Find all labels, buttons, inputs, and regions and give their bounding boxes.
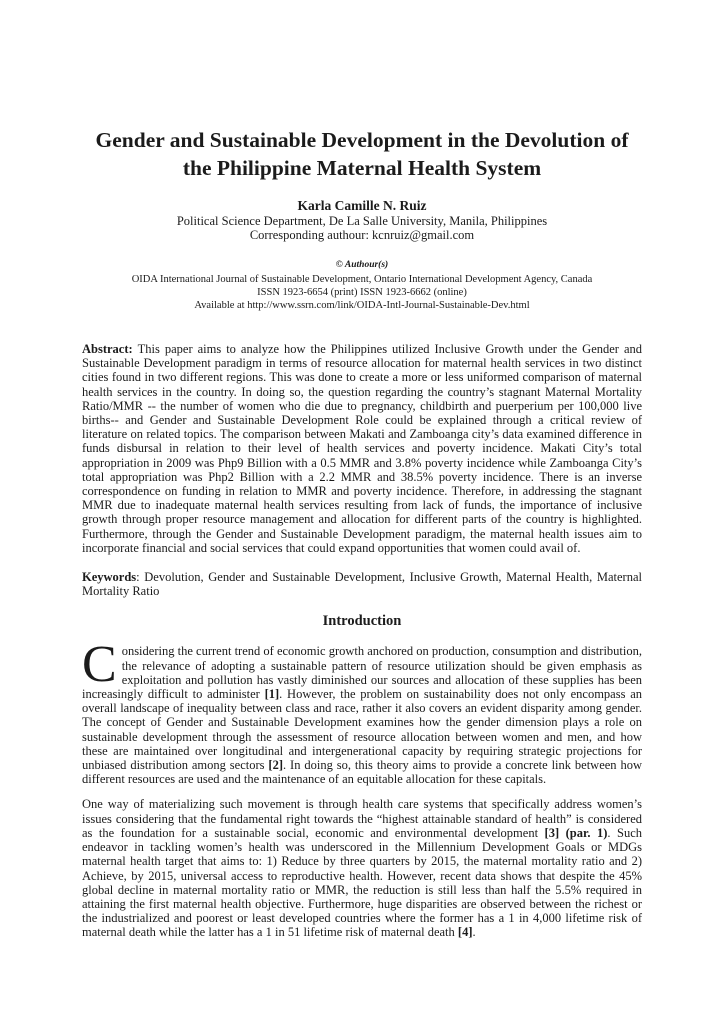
availability-url: Available at http://www.ssrn.com/link/OIDA-Intl-Journal-Sustainable-Dev.html [194, 300, 530, 311]
keywords-paragraph: Keywords: Devolution, Gender and Sustainable Development, Inclusive Growth, Maternal Health, Maternal Mortality Ratio [82, 570, 642, 599]
intro-paragraph-1-text: onsidering the current trend of economic growth anchored on production, consumption and distribution, the relevance of adopting a sustainable pattern of resource utilization should be given emphasis as exploitation and pollution has vastly diminished our sources and allocation of these supplies has been increasingly difficult to administer [1]. However, the problem on sustainability does not only encompass an overall landscape of inequality between class and race, rather it also covers an evident disparity among gender. The concept of Gender and Sustainable Development examines how the gender dimension plays a role on sustainable development through the assessment of resource allocation between women and men, and how these are maintained over longitudinal and intergenerational capacity by requiring strategic projections for unbiased distribution among sectors [2]. In doing so, this theory aims to provide a concrete link between how different resources are used and the maintenance of an equitable allocation for these capitals. [82, 644, 642, 787]
intro-paragraph-1 [82, 636, 642, 787]
paper-title [82, 126, 642, 182]
author-name: Karla Camille N. Ruiz [297, 198, 427, 213]
publisher-block [82, 259, 642, 312]
author-corresponding-email: Corresponding authour: kcnruiz@gmail.com [249, 228, 475, 242]
intro-dropcap: C [82, 636, 117, 694]
paper-title-line1: Gender and Sustainable Development in the Devolution of [95, 128, 629, 152]
copyright-notice: © Authour(s) [335, 260, 389, 270]
author-affiliation: Political Science Department, De La Salle University, Manila, Philippines [176, 214, 548, 228]
journal-name: OIDA International Journal of Sustainable Development, Ontario International Development Agency, Canada [131, 274, 593, 285]
abstract-paragraph: Abstract: This paper aims to analyze how the Philippines utilized Inclusive Growth under the Gender and Sustainable Development paradigm in terms of resource allocation for maternal health services in two distinct cities found in two different regions. This was done to create a more or less uniformed comparison of maternal health services in the country. In doing so, the question regarding the country’s stagnant Maternal Mortality Ratio/MMR -- the number of women who die due to pregnancy, childbirth and puerperium per 100,000 live births-- and Gender and Sustainable Development Role could be explained through a critical review of literature on related topics. The comparison between Makati and Zamboanga city’s data examined difference in funds disbursal in relation to their level of health services and poverty incidence. Makati City’s total appropriation in 2009 was Php9 Billion with a 0.5 MMR and 3.8% poverty incidence while Zamboanga City’s total appropriation was Php2 Billion with a 2.2 MMR and 38.5% poverty incidence. There is an inverse correspondence on funding in relation to MMR and poverty incidence. Therefore, in addressing the stagnant MMR due to inadequate maternal health services resulting from lack of funds, the importance of inclusive growth through proper resource management and allocation for different parts of the country is highlighted. Furthermore, through the Gender and Sustainable Development paradigm, the maternal health issues aim to incorporate financial and social services that could expand opportunities that women could avail of. [82, 342, 642, 555]
introduction-heading: Introduction [322, 613, 402, 630]
page-content [82, 0, 642, 940]
paper-title-line2: the Philippine Maternal Health System [182, 156, 542, 180]
author-block [82, 198, 642, 242]
issn-line: ISSN 1923-6654 (print) ISSN 1923-6662 (online) [257, 287, 467, 298]
intro-paragraph-2: One way of materializing such movement is through health care systems that specifically address women’s issues considering that the fundamental right towards the “highest attainable standard of health” is considered as the foundation for a sustainable social, economic and environmental development [3] (par. 1). Such endeavor in tackling women’s health was underscored in the Millennium Development Goals or MDGs maternal health target that aims to: 1) Reduce by three quarters by 2015, the maternal mortality ratio and 2) Achieve, by 2015, universal access to reproductive health. However, recent data shows that despite the 45% global decline in maternal mortality ratio or MMR, the reduction is still less than half the 5.5% required in attaining the first maternal health objective. Furthermore, huge disparities are observed between the richest or the industrialized and poorest or least developed countries where the former has a 1 in 4,000 lifetime risk of maternal death while the latter has a 1 in 51 lifetime risk of maternal death [4]. [82, 797, 643, 940]
